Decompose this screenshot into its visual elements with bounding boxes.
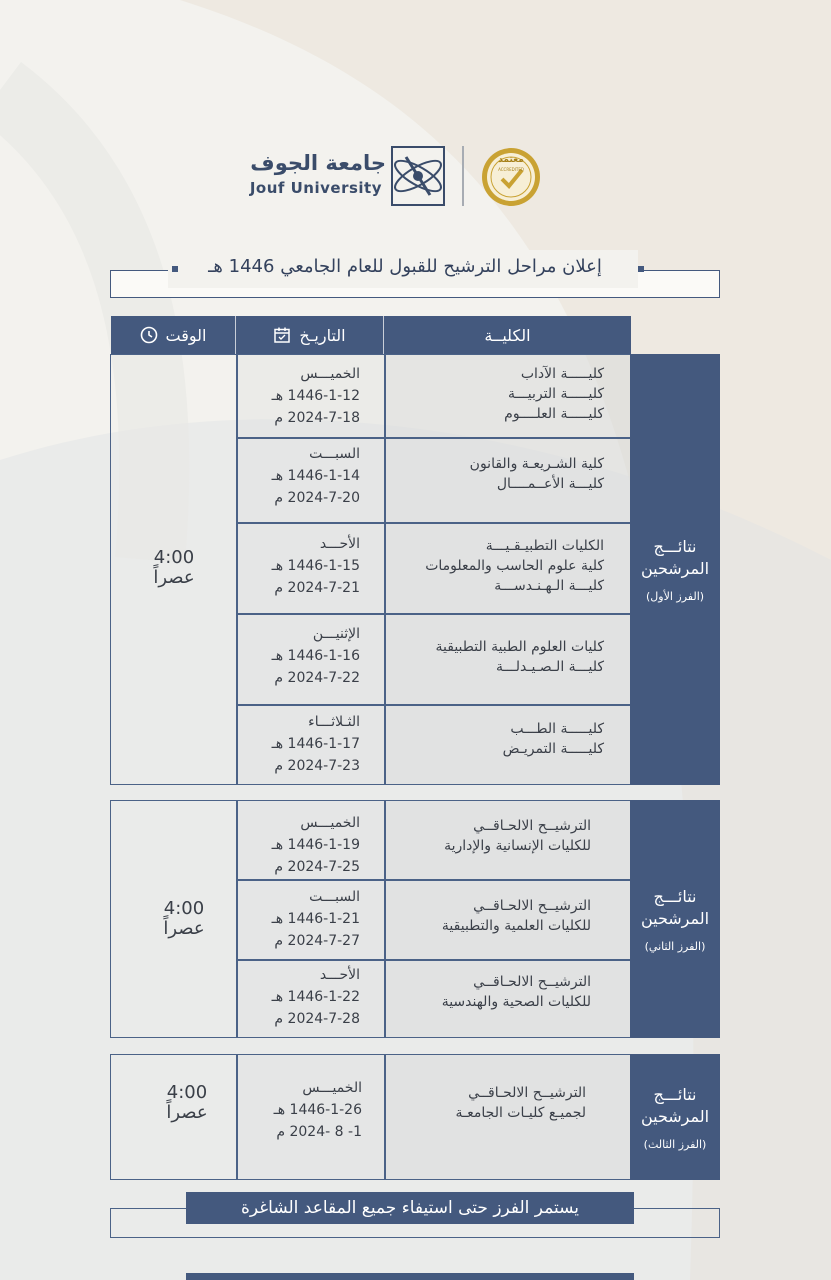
college-name: كليـــــة التربيـــة [507, 386, 604, 402]
table-row [386, 719, 604, 759]
date-gregorian: 2024-7-22 م [274, 670, 360, 686]
college-name: كليـــة الـصـيـدلـــة [495, 659, 604, 675]
table-row [386, 896, 591, 936]
university-name-ar: جامعة الجوف [250, 151, 386, 175]
calendar-icon [273, 326, 291, 344]
page-title: إعلان مراحل الترشيح للقبول للعام الجامعي 1446 هـ [208, 256, 602, 277]
date-hijri: 1446-1-15 هـ [271, 558, 360, 574]
date-hijri: 1446-1-12 هـ [271, 388, 360, 404]
college-name: الترشيــح الالحـاقــي [473, 898, 591, 914]
section-1-row-divider [236, 522, 630, 524]
section-1-time-value: 4:00 [153, 547, 195, 568]
date-hijri: 1446-1-17 هـ [271, 736, 360, 752]
table-row [386, 1083, 586, 1123]
section-3-band-line2: المرشحين [640, 1106, 710, 1126]
table-row [386, 637, 604, 677]
accreditation-seal [480, 146, 542, 208]
date-gregorian: 2024-7-27 م [274, 933, 360, 949]
college-name: كلية علوم الحاسب والمعلومات [425, 558, 604, 574]
college-name: للكليات الإنسانية والإدارية [444, 838, 591, 854]
college-name: كليات العلوم الطبية التطبيقية [435, 639, 604, 655]
section-3-time-period: عصراً [166, 1102, 208, 1123]
section-2-time [112, 899, 256, 939]
date-hijri: 1446-1-14 هـ [271, 468, 360, 484]
section-2-time-value: 4:00 [163, 898, 205, 919]
section-2-band-line2: المرشحين [640, 908, 710, 928]
date-cell [238, 812, 360, 878]
section-1-row-divider [236, 613, 630, 615]
section-1-band-line1: نتائـــج [653, 537, 697, 556]
table-row [386, 972, 591, 1012]
section-2-time-period: عصراً [163, 918, 205, 939]
date-hijri: 1446-1-22 هـ [271, 989, 360, 1005]
section-1-row-divider [236, 704, 630, 706]
date-gregorian: 2024-7-25 م [274, 859, 360, 875]
table-row [386, 816, 591, 856]
date-cell [238, 964, 360, 1030]
header-college [384, 316, 631, 354]
header-time-label: الوقت [165, 325, 207, 345]
logo-divider [462, 146, 464, 206]
table-row [386, 364, 604, 424]
date-hijri: 1446-1-16 هـ [271, 648, 360, 664]
header-date [236, 316, 384, 354]
date-day: الخميـــس [300, 815, 360, 831]
table-row [386, 536, 604, 596]
date-gregorian: 2024-7-20 م [274, 490, 360, 506]
college-name: كليـــة الأعــمــــال [496, 476, 604, 492]
section-2-row-divider [236, 959, 630, 961]
date-day: الإثنيـــن [312, 626, 360, 642]
section-3-band [630, 1054, 720, 1180]
date-cell [238, 443, 360, 509]
header-college-label: الكليــة [484, 325, 531, 345]
date-cell [238, 533, 360, 599]
college-name: للكليات الصحية والهندسية [441, 994, 591, 1010]
accreditation-label-en: ACCREDITED [498, 167, 524, 172]
date-gregorian: 2024-7-23 م [274, 758, 360, 774]
college-name: كليـــــة التمريـض [502, 741, 604, 757]
date-gregorian: 1- 8 -2024 م [276, 1124, 362, 1140]
date-cell [238, 1077, 362, 1143]
date-day: الخميـــس [300, 366, 360, 382]
table-header [111, 316, 631, 354]
title-square-right [638, 266, 644, 272]
accreditation-label-ar: معتمد [498, 155, 524, 165]
section-3-band-sub: (الفرز الثالث) [643, 1137, 707, 1151]
header-date-label: التاريـخ [299, 325, 346, 345]
title-square-left [172, 266, 178, 272]
atom-logo-icon [386, 143, 448, 209]
college-name: للكليات العلمية والتطبيقية [441, 918, 591, 934]
section-2-band [630, 800, 720, 1038]
college-name: كليـــة الـهـنـدســـة [494, 578, 604, 594]
footer-note: يستمر الفرز حتى استيفاء جميع المقاعد الشاغرة [186, 1192, 634, 1224]
jouf-university-logo [249, 143, 448, 209]
next-bar-partial [186, 1273, 634, 1280]
clock-icon [140, 326, 158, 344]
college-name: كليـــــة الطـــب [510, 721, 604, 737]
date-cell [238, 363, 360, 429]
section-1-band [630, 354, 720, 785]
date-hijri: 1446-1-21 هـ [271, 911, 360, 927]
section-3-band-line1: نتائـــج [653, 1084, 697, 1104]
date-cell [238, 623, 360, 689]
date-day: الأحـــد [319, 536, 360, 552]
header-time [111, 316, 236, 354]
college-name: الترشيــح الالحـاقــي [468, 1085, 586, 1101]
date-gregorian: 2024-7-18 م [274, 410, 360, 426]
section-2-row-divider [236, 879, 630, 881]
date-day: الخميـــس [302, 1080, 362, 1096]
university-name-en: Jouf University [249, 179, 382, 197]
college-name: كلية الشـريعـة والقانون [469, 456, 604, 472]
section-1-time [112, 548, 236, 588]
section-1-row-divider [236, 437, 630, 439]
section-1-time-period: عصراً [153, 567, 195, 588]
college-name: كليـــــة العلــــوم [504, 406, 604, 422]
section-2-band-sub: (الفرز الثاني) [644, 939, 706, 953]
date-hijri: 1446-1-19 هـ [271, 837, 360, 853]
table-row [386, 454, 604, 494]
section-1-band-sub: (الفرز الأول) [645, 590, 705, 603]
section-1-band-line2: المرشحين [640, 559, 710, 578]
date-day: الثـلاثـــاء [308, 714, 360, 730]
section-3-time-value: 4:00 [166, 1082, 208, 1103]
date-cell [238, 711, 360, 777]
college-name: الترشيــح الالحـاقــي [473, 974, 591, 990]
date-gregorian: 2024-7-21 م [274, 580, 360, 596]
date-gregorian: 2024-7-28 م [274, 1011, 360, 1027]
college-name: الترشيــح الالحـاقــي [473, 818, 591, 834]
college-name: الكليات التطبيـقـيـــة [485, 538, 604, 554]
date-hijri: 1446-1-26 هـ [273, 1102, 362, 1118]
date-day: السبـــت [309, 446, 360, 462]
section-2-band-line1: نتائـــج [653, 886, 697, 906]
college-name: كليـــــة الآداب [520, 366, 604, 382]
date-day: الأحـــد [319, 967, 360, 983]
college-name: لجميـع كليـات الجامعـة [455, 1105, 586, 1121]
date-day: السبـــت [309, 889, 360, 905]
date-cell [238, 886, 360, 952]
